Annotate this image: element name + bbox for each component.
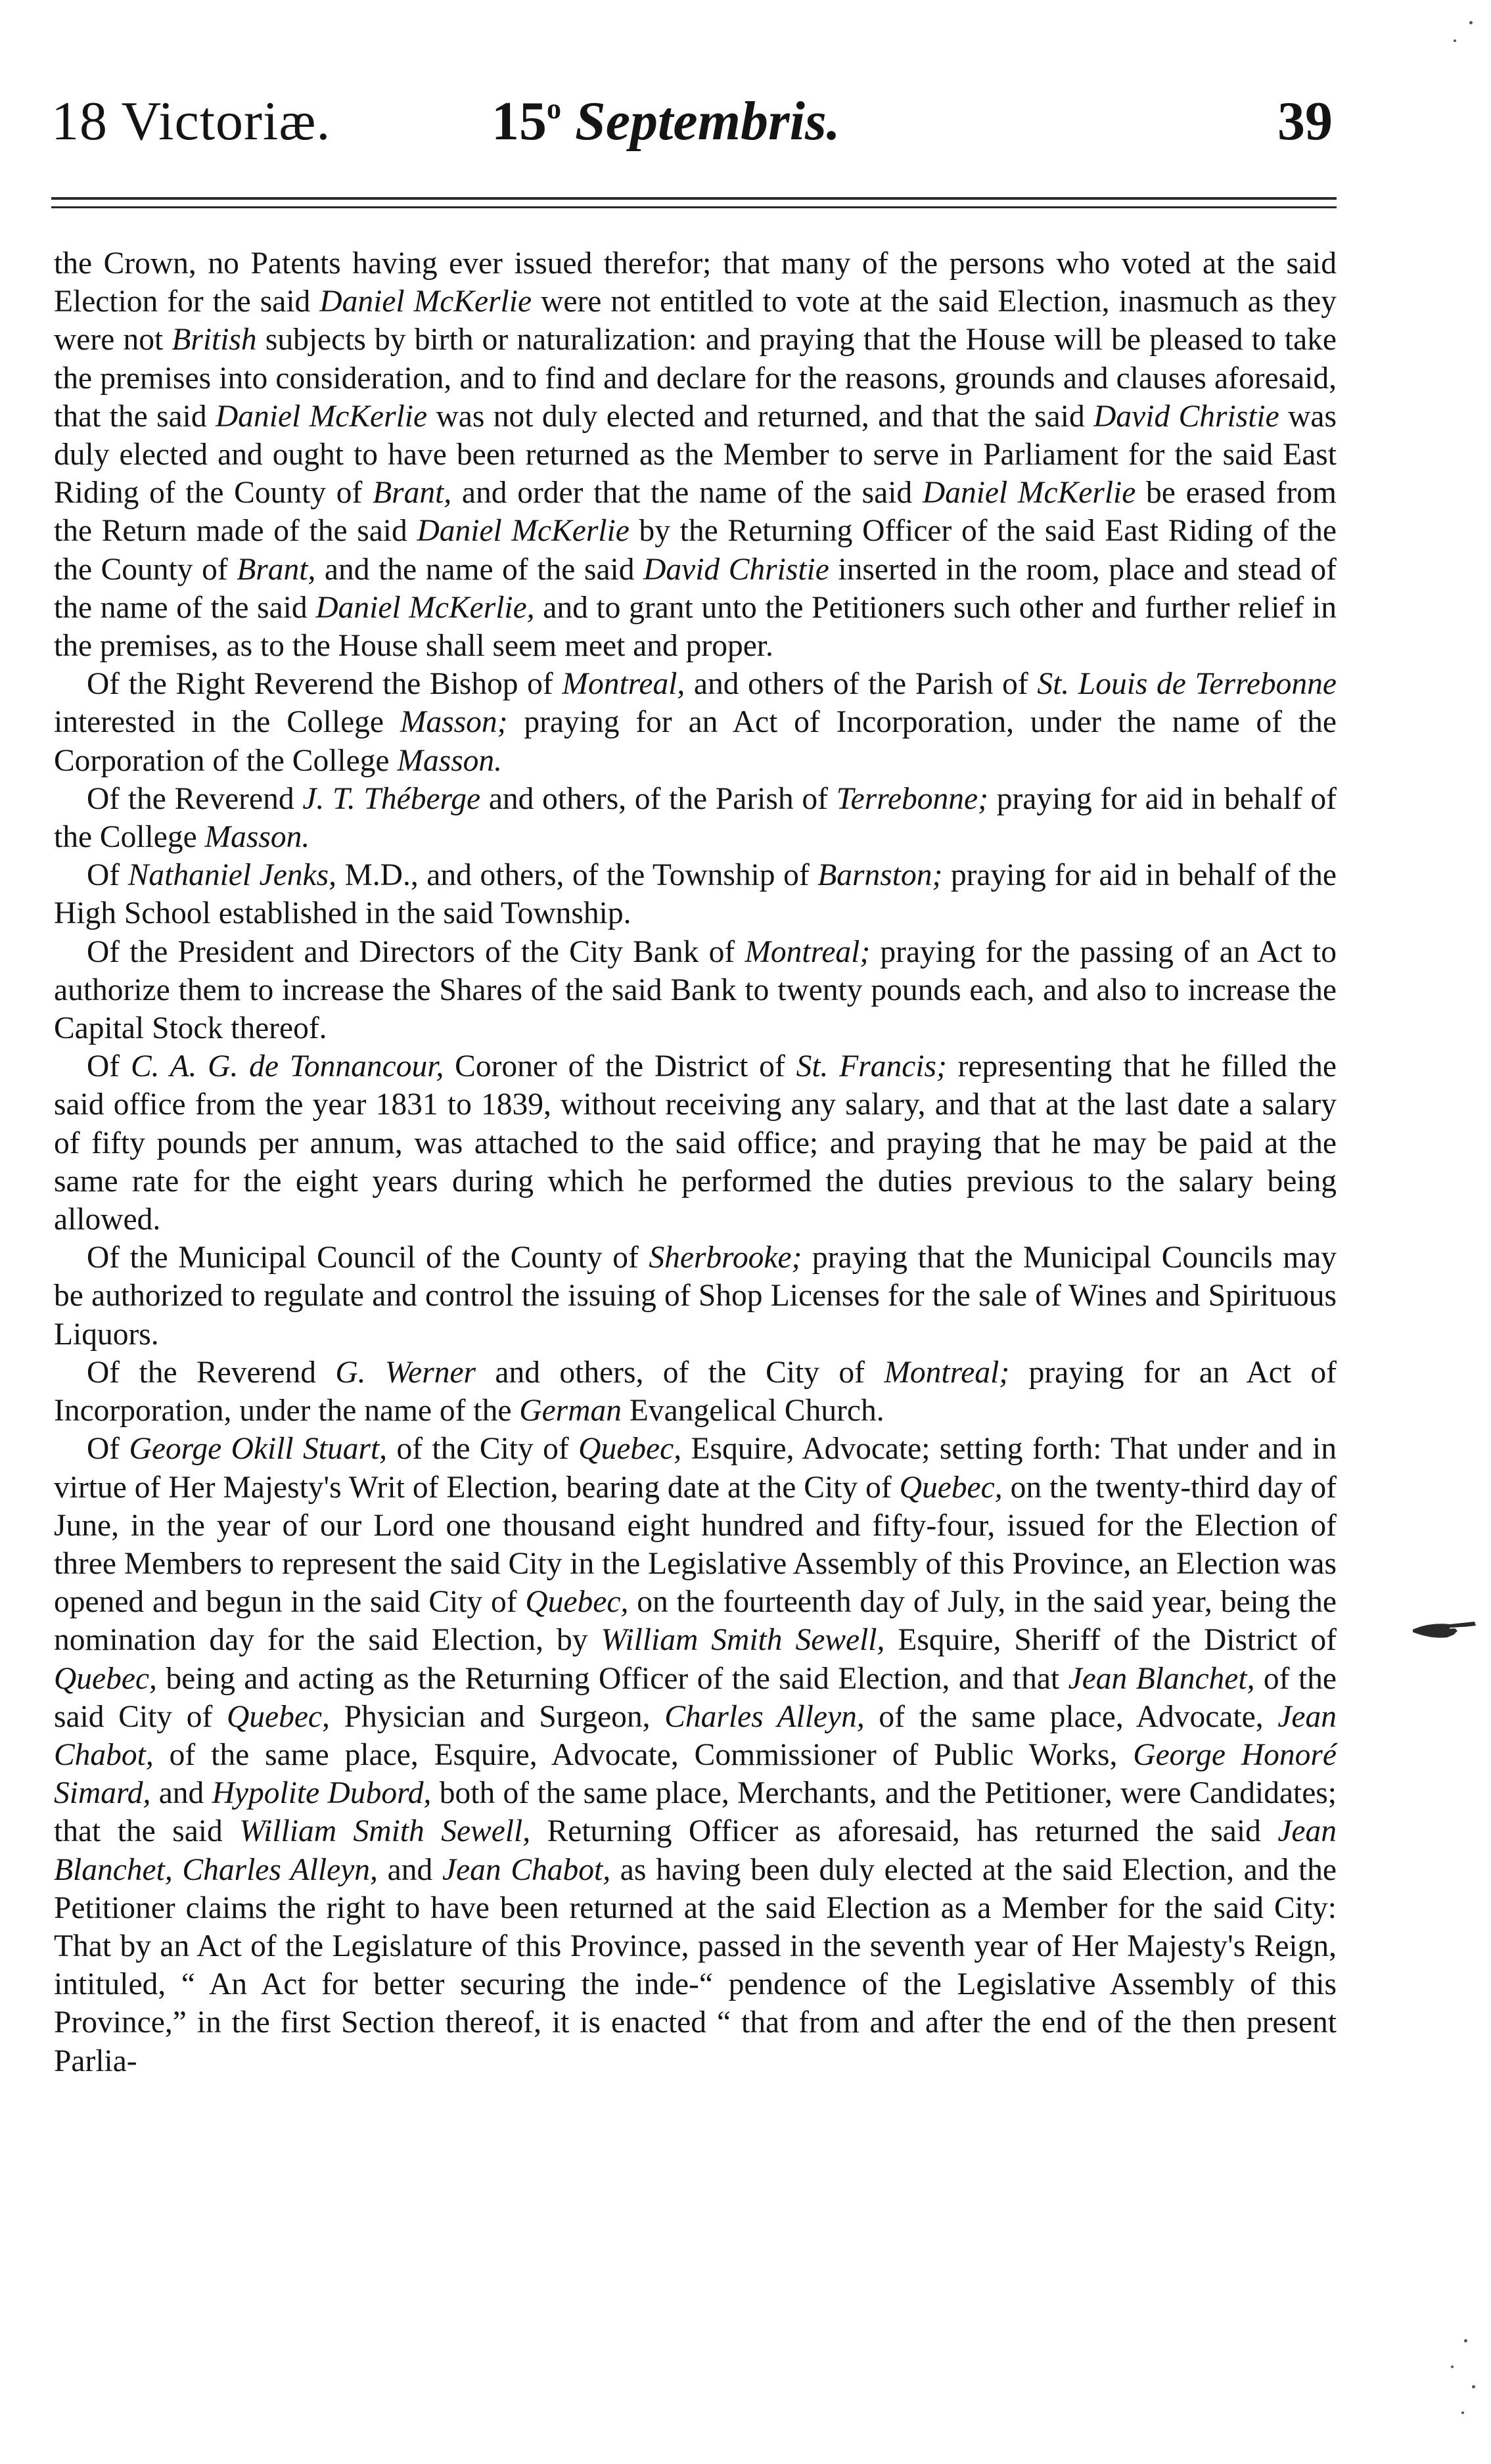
text-run: Evangelical Church.	[621, 1394, 884, 1428]
italic-name-run: Montreal;	[884, 1355, 1010, 1390]
italic-name-run: William Smith Sewell,	[239, 1814, 531, 1849]
text-run: on the twenty-third day of June, in the year of our Lord one thousand eight hundred and fifty-four, issued for the Election of three Members to represent the said City in the Legislative Assembly of this Province, an Election was opened and begun in the said City of	[54, 1470, 1337, 1620]
petition-paragraph	[54, 244, 1337, 665]
text-run: of the City of	[387, 1432, 579, 1467]
italic-name-run: Hypolite Dubord,	[212, 1776, 432, 1811]
text-run: Of the Reverend	[87, 781, 303, 816]
petition-paragraph	[54, 780, 1337, 856]
text-run: and to grant unto the Petitioners such other and further relief in the premises, as to the House shall seem meet and proper.	[54, 590, 1337, 664]
petition-paragraph	[54, 665, 1337, 780]
italic-name-run: J. T. Théberge	[302, 781, 481, 816]
petition-paragraph	[54, 1047, 1337, 1239]
italic-name-run: Quebec,	[226, 1699, 330, 1734]
italic-name-run: Terrebonne;	[836, 781, 988, 816]
italic-name-run: St. Francis;	[796, 1049, 947, 1084]
text-run: of the said City of	[54, 1661, 1337, 1734]
text-run: praying for the passing of an Act to authorize them to increase the Shares of the said Bank to twenty pounds each, and also to increase the Capital Stock thereof.	[54, 934, 1337, 1046]
text-run: Of the Reverend	[87, 1355, 336, 1390]
italic-name-run: Quebec,	[578, 1432, 682, 1467]
text-run: of the same place, Esquire, Advocate, Commissioner of Public Works,	[153, 1737, 1134, 1772]
paper-speck	[1461, 2411, 1464, 2414]
italic-name-run: Barnston;	[817, 858, 943, 893]
text-run: by the Returning Officer of the said East Riding of the the County of	[54, 514, 1337, 587]
text-run: subjects by birth or naturalization: and praying that the House will be pleased to take the premises into consideration, and to find and declare for the reasons, grounds and clauses aforesaid, that the said	[54, 323, 1337, 434]
text-run	[173, 1853, 183, 1887]
italic-name-run: Brant,	[373, 476, 452, 511]
italic-name-run: Daniel McKerlie	[417, 514, 630, 549]
italic-name-run: Brant,	[237, 552, 316, 587]
text-run: of the same place, Advocate,	[864, 1699, 1278, 1734]
italic-name-run: G. Werner	[335, 1355, 476, 1390]
text-run: interested in the College	[54, 705, 400, 740]
petition-paragraph	[54, 1430, 1337, 2080]
italic-name-run: British	[172, 323, 257, 357]
page-header	[51, 84, 1337, 170]
italic-name-run: Jean Blanchet,	[54, 1814, 1337, 1887]
text-run: Of	[87, 1049, 131, 1084]
italic-name-run: Sherbrooke;	[649, 1241, 802, 1275]
italic-name-run: David Christie	[1093, 399, 1279, 434]
text-run: Physician and Surgeon,	[329, 1699, 665, 1734]
header-day: 15	[492, 91, 547, 152]
italic-name-run: William Smith Sewell,	[601, 1623, 885, 1658]
text-run: and others, of the Parish of	[480, 781, 837, 816]
header-regnal-year: 18 Victoriæ.	[51, 91, 331, 152]
italic-name-run: Montreal;	[745, 934, 871, 969]
italic-name-run: Quebec,	[525, 1585, 629, 1620]
text-run: Returning Officer as aforesaid, has returned the said	[530, 1814, 1278, 1849]
text-run: on the fourteenth day of July, in the said year, being the nomination day for the said Election, by	[54, 1585, 1337, 1658]
text-run: be erased from the Return made of the said	[54, 476, 1337, 549]
text-run: was duly elected and ought to have been returned as the Member to serve in Parliament for the said East Riding of the County of	[54, 399, 1337, 511]
text-run: the Crown, no Patents having ever issued therefor; that many of the persons who voted at the said Election for the said	[54, 246, 1337, 319]
page-number: 39	[1277, 91, 1333, 152]
italic-name-run: C. A. G. de Tonnancour,	[130, 1049, 444, 1084]
italic-name-run: George Honoré Simard,	[54, 1737, 1337, 1811]
header-month: Septembris.	[575, 91, 840, 152]
text-run: Of the Right Reverend the Bishop of	[87, 667, 562, 702]
text-run: and	[150, 1776, 212, 1811]
italic-name-run: Jean Chabot,	[54, 1699, 1337, 1772]
paper-speck	[1472, 2385, 1475, 2388]
pointing-hand-icon	[1411, 1615, 1477, 1644]
italic-name-run: Masson;	[400, 705, 508, 740]
text-run: as having been duly elected at the said Election, and the Petitioner claims the right to have been returned at the said Election as a Member for the said City: That by an Act of the Legislature of this Province, passed in the seventh year of Her Majesty's Reign, intituled, “ An Act for better securing the inde-“ pendence of the Legislative Assembly of this Province,” in the first Section thereof, it is enacted “ that from and after the end of the then present Parlia-	[54, 1852, 1337, 2078]
text-run: and	[377, 1852, 442, 1887]
text-run: Esquire, Advocate; setting forth: That under and in virtue of Her Majesty's Writ of Election, bearing date at the City of	[54, 1432, 1337, 1505]
header-day-suffix: o	[547, 93, 561, 125]
italic-name-run: Daniel McKerlie,	[315, 590, 535, 625]
italic-name-run: St. Louis de Terrebonne	[1037, 667, 1337, 702]
text-run: were not entitled to vote at the said Election, inasmuch as they were not	[54, 285, 1337, 357]
text-run: M.D., and others, of the Township of	[336, 858, 818, 893]
text-run: and the name of the said	[315, 552, 644, 587]
text-run: was not duly elected and returned, and that the said	[427, 399, 1094, 434]
text-run: representing that he filled the said office from the year 1831 to 1839, without receiving any salary, and that at the last date a salary of fifty pounds per annum, was attached to the said office; and praying that he may be paid at the same rate for the eight years during which he performed the duties previous to the salary being allowed.	[54, 1049, 1337, 1237]
italic-name-run: Daniel McKerlie	[319, 285, 532, 319]
text-run: inserted in the room, place and stead of the name of the said	[54, 552, 1337, 625]
text-run: and order that the name of the said	[451, 476, 923, 511]
text-run: praying for aid in behalf of the College	[54, 781, 1337, 855]
text-run: being and acting as the Returning Officer of the said Election, and that	[156, 1661, 1068, 1696]
italic-name-run: Masson.	[397, 743, 503, 778]
text-run: praying for an Act of Incorporation, under the name of the	[54, 1355, 1337, 1428]
petition-paragraph	[54, 1239, 1337, 1354]
text-run: and others of the Parish of	[685, 667, 1038, 702]
paper-speck	[1469, 21, 1473, 24]
italic-name-run: David Christie	[643, 552, 829, 587]
italic-name-run: Masson.	[204, 820, 310, 855]
italic-name-run: Quebec,	[899, 1470, 1003, 1505]
petition-paragraph	[54, 933, 1337, 1048]
italic-name-run: Montreal,	[562, 667, 685, 702]
text-run: Of the President and Directors of the City Bank of	[87, 934, 745, 969]
petition-paragraph	[54, 856, 1337, 932]
italic-name-run: Jean Blanchet,	[1068, 1661, 1255, 1696]
petition-paragraph	[54, 1354, 1337, 1430]
journal-body-text	[54, 244, 1337, 2080]
italic-name-run: Charles Alleyn,	[664, 1699, 865, 1734]
italic-name-run: Charles Alleyn,	[182, 1852, 378, 1887]
italic-name-run: George Okill Stuart,	[129, 1432, 388, 1467]
text-run: Of	[87, 1432, 129, 1467]
text-run: praying for aid in behalf of the High School established in the said Township.	[54, 858, 1337, 931]
italic-name-run: Quebec,	[54, 1661, 157, 1696]
header-date	[492, 89, 840, 153]
italic-name-run: German	[519, 1394, 622, 1428]
italic-name-run: Daniel McKerlie	[216, 399, 428, 434]
text-run: Coroner of the District of	[444, 1049, 796, 1084]
paper-speck	[1451, 2365, 1454, 2368]
header-rule-top	[51, 197, 1337, 200]
text-run: Of	[87, 858, 128, 893]
italic-name-run: Daniel McKerlie	[922, 476, 1136, 511]
text-run: praying for an Act of Incorporation, under the name of the Corporation of the College	[54, 705, 1337, 778]
text-run: praying that the Municipal Councils may be authorized to regulate and control the issuing of Shop Licenses for the sale of Wines and Spirituous Liquors.	[54, 1241, 1337, 1352]
paper-speck	[1464, 2339, 1467, 2342]
italic-name-run: Nathaniel Jenks,	[127, 858, 336, 893]
text-run: Esquire, Sheriff of the District of	[884, 1623, 1337, 1658]
text-run: both of the same place, Merchants, and the Petitioner, were Candidates; that the said	[54, 1776, 1337, 1849]
text-run: and others, of the City of	[476, 1355, 884, 1390]
paper-speck	[1454, 39, 1456, 42]
italic-name-run: Jean Chabot,	[442, 1852, 611, 1887]
header-rule-bottom	[51, 206, 1337, 208]
text-run: Of the Municipal Council of the County of	[87, 1241, 649, 1275]
